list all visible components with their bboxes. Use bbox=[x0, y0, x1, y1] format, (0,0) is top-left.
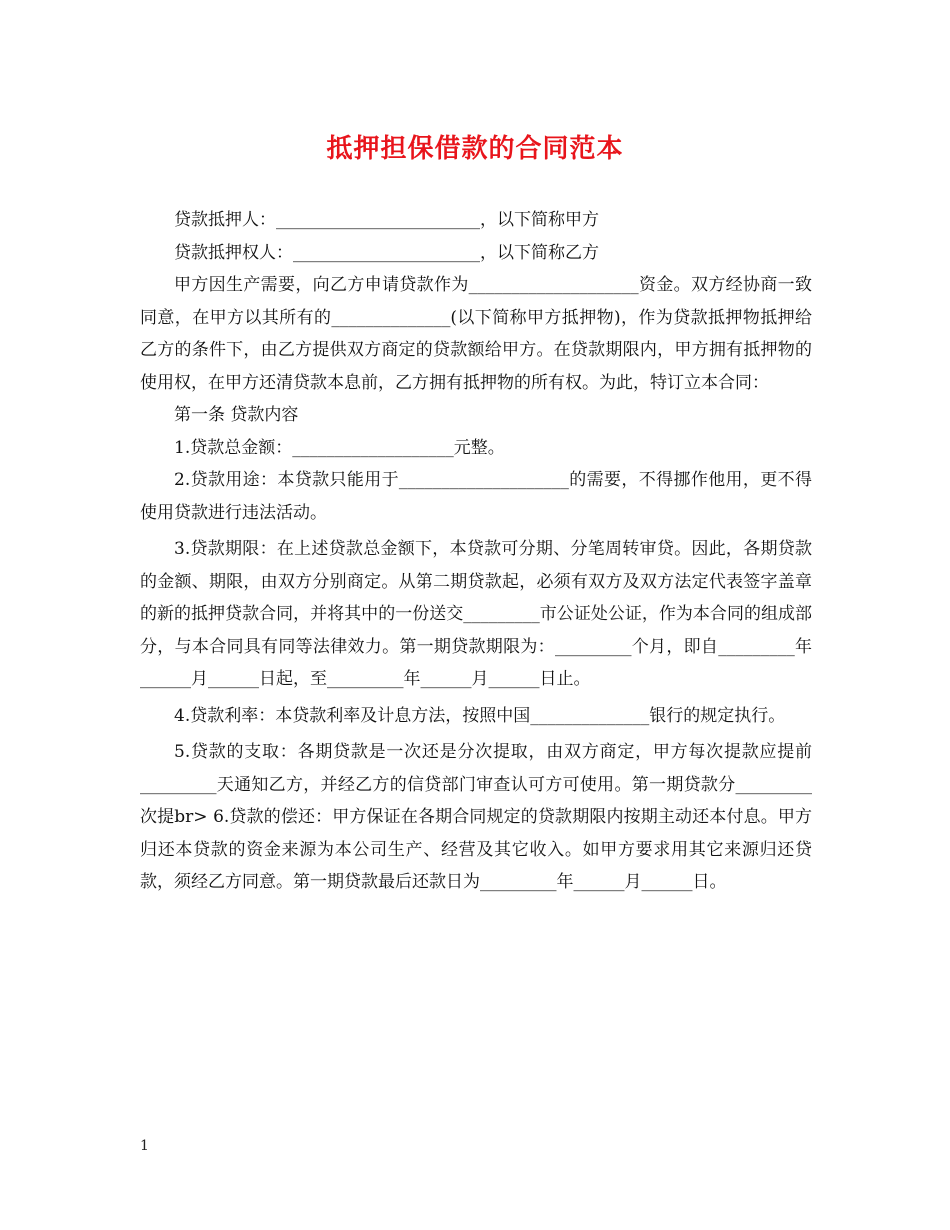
clause-loan-amount: 1.贷款总金额：___________________元整。 bbox=[174, 437, 505, 458]
clause-loan-term: 3.贷款期限：在上述贷款总金额下，本贷款可分期、分笔周转审贷。因此，各期贷款的金额、期限，由双方分别商定。从第二期贷款起，必须有双方及双方法定代表签字盖章的新的抵押贷款合同，并将其中的一份送交_________市公证处公证，作为本合同的组成部分，与本合同具有同等法律效力。第一期贷款期限为：_________个月，即自_________年______月______日起，至_________年______月______日止。 bbox=[140, 539, 812, 689]
article-heading: 第一条 贷款内容 bbox=[174, 405, 299, 425]
clause-loan-purpose: 2.贷款用途：本贷款只能用于____________________的需要，不得挪作他用，更不得使用贷款进行违法活动。 bbox=[140, 470, 812, 523]
party-a-line: 贷款抵押人：________________________，以下简称甲方 bbox=[174, 210, 599, 230]
document-body bbox=[140, 204, 812, 899]
page-number: 1 bbox=[140, 1138, 149, 1154]
preamble-paragraph: 甲方因生产需要，向乙方申请贷款作为____________________资金。双方经协商一致同意，在甲方以其所有的______________(以下简称甲方抵押物)，作为贷款抵押物抵押给乙方的条件下，由乙方提供双方商定的贷款额给甲方。在贷款期限内，甲方拥有抵押物的使用权，在甲方还清贷款本息前，乙方拥有抵押物的所有权。为此，特订立本合同： bbox=[140, 275, 812, 393]
document-title: 抵押担保借款的合同范本 bbox=[326, 134, 624, 164]
party-b-line: 贷款抵押权人：______________________，以下简称乙方 bbox=[174, 242, 599, 263]
clause-interest-rate: 4.贷款利率：本贷款利率及计息方法，按照中国______________银行的规定执行。 bbox=[174, 705, 786, 726]
clause-withdrawal-repayment: 5.贷款的支取：各期贷款是一次还是分次提取，由双方商定，甲方每次提款应提前_________天通知乙方，并经乙方的信贷部门审查认可方可使用。第一期贷款分_________次提br> 6.贷款的偿还：甲方保证在各期合同规定的贷款期限内按期主动还本付息。甲方归还本贷款的资金来源为本公司生产、经营及其它收入。如甲方要求用其它来源归还贷款，须经乙方同意。第一期贷款最后还款日为_________年______月______日。 bbox=[140, 742, 812, 892]
